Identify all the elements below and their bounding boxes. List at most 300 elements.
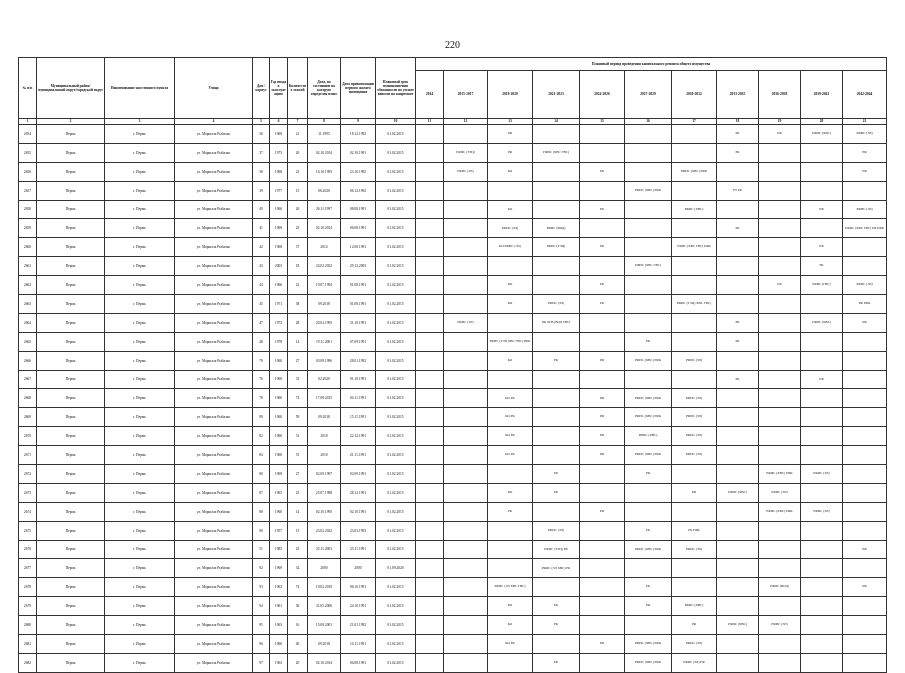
cell-period-work: РК — [717, 370, 759, 389]
cell-period-work — [533, 446, 580, 465]
cell-locality: г. Пермь — [105, 257, 175, 276]
cell-period-work: КО — [488, 162, 533, 181]
cell-house: 95 — [253, 616, 270, 635]
table-row — [19, 295, 887, 314]
cell-house: 96 — [253, 635, 270, 654]
cell-period-work — [580, 653, 625, 672]
cell-row-no: 2678 — [19, 578, 37, 597]
cell-period-work: РФИС (ТЭЦ) РК — [533, 540, 580, 559]
cell-locality: г. Пермь — [105, 559, 175, 578]
cell-state-date: 06.2020 — [308, 181, 341, 200]
cell-period-work — [672, 578, 717, 597]
cell-planned-date: 01.02.2015 — [376, 616, 416, 635]
cell-period-work — [717, 653, 759, 672]
cell-state-date: 02.10.2014 — [308, 219, 341, 238]
cell-period-work: РК — [625, 521, 672, 540]
cell-house: 93 — [253, 578, 270, 597]
cell-period-work — [843, 389, 887, 408]
cell-planned-date: 01.02.2015 — [376, 521, 416, 540]
cell-planned-date: 01.02.2015 — [376, 276, 416, 295]
cell-house: 82 — [253, 427, 270, 446]
cell-period-work — [759, 408, 801, 427]
cell-privatization-date: 18.12.1992 — [341, 125, 376, 144]
cell-floors: 25 — [288, 540, 308, 559]
cell-street: ул. Маршала Рыбалко — [175, 559, 253, 578]
cell-floors: 15 — [288, 521, 308, 540]
cell-row-no: 2667 — [19, 370, 37, 389]
cell-period-work — [759, 162, 801, 181]
cell-period-work — [444, 559, 488, 578]
cell-period-work: РФИС (ХВС) РФК — [672, 162, 717, 181]
cell-period-work — [672, 257, 717, 276]
cell-period-work: РФИС (ХВС ГВС) РФК — [672, 238, 717, 257]
cell-period-work — [580, 257, 625, 276]
cell-period-work: КО РК — [488, 635, 533, 654]
cell-period-work — [533, 332, 580, 351]
cell-period-work — [759, 351, 801, 370]
cell-period-work — [580, 181, 625, 200]
cell-period-work — [444, 521, 488, 540]
cell-planned-date: 01.02.2015 — [376, 427, 416, 446]
cell-state-date: 24.02.2022 — [308, 257, 341, 276]
header-house: Дом / корпус — [253, 58, 270, 119]
cell-period-work — [843, 635, 887, 654]
table-row — [19, 238, 887, 257]
cell-period-work: РФИС (ХВС ГВС) — [533, 143, 580, 162]
cell-planned-date: 01.02.2015 — [376, 540, 416, 559]
cell-period-work: РК — [533, 653, 580, 672]
cell-street: ул. Маршала Рыбалко — [175, 635, 253, 654]
header-period: 2018-2020 — [488, 71, 533, 119]
cell-period-work — [625, 200, 672, 219]
cell-period-work — [625, 313, 672, 332]
cell-year-built: 1969 — [270, 559, 288, 578]
cell-period-work: РФИС (ЭЛ) — [672, 351, 717, 370]
table-row — [19, 219, 887, 238]
cell-planned-date: 01.09.2020 — [376, 559, 416, 578]
cell-municipality: Пермь — [37, 653, 105, 672]
cell-period-work — [801, 597, 843, 616]
cell-period-work: РК — [580, 295, 625, 314]
cell-period-work — [580, 465, 625, 484]
column-number: 20 — [801, 119, 843, 125]
cell-municipality: Пермь — [37, 219, 105, 238]
cell-row-no: 2659 — [19, 219, 37, 238]
cell-period-work: РФИС (ЭЛ) — [672, 540, 717, 559]
cell-period-work: РФ — [672, 483, 717, 502]
cell-period-work — [625, 616, 672, 635]
cell-planned-date: 01.02.2015 — [376, 313, 416, 332]
cell-period-work: РК — [625, 332, 672, 351]
cell-period-work — [801, 483, 843, 502]
cell-period-work: РФИС (ТЭЦ) — [444, 143, 488, 162]
cell-period-work: КО — [488, 351, 533, 370]
column-number: 7 — [288, 119, 308, 125]
cell-planned-date: 01.02.2015 — [376, 483, 416, 502]
cell-period-work — [580, 559, 625, 578]
cell-privatization-date: 06.10.1991 — [341, 578, 376, 597]
cell-period-work — [759, 200, 801, 219]
cell-period-work: РФИС (ЭЛ) — [533, 295, 580, 314]
cell-locality: г. Пермь — [105, 408, 175, 427]
cell-street: ул. Маршала Рыбалко — [175, 313, 253, 332]
cell-year-built: 1960 — [270, 389, 288, 408]
cell-period-work: РФИС (ЭЛ) — [843, 276, 887, 295]
cell-period-work — [444, 446, 488, 465]
cell-privatization-date: 14.11.1991 — [341, 635, 376, 654]
column-number: 3 — [105, 119, 175, 125]
cell-period-work — [717, 578, 759, 597]
cell-period-work — [801, 143, 843, 162]
header-municipality: Муниципальный район/ муниципальный округ/городской округ — [37, 58, 105, 119]
cell-period-work — [672, 143, 717, 162]
cell-privatization-date: 02.10.1991 — [341, 502, 376, 521]
cell-row-no: 2655 — [19, 143, 37, 162]
cell-period-work: РФИС (ХВС) — [672, 200, 717, 219]
column-number: 9 — [341, 119, 376, 125]
cell-state-date: 2000 — [308, 559, 341, 578]
cell-locality: г. Пермь — [105, 653, 175, 672]
cell-state-date: 02.10.1995 — [308, 502, 341, 521]
cell-period-work: РФИС (ВОД) — [533, 219, 580, 238]
cell-period-work: РФИС (ХВС) РФК — [625, 540, 672, 559]
cell-locality: г. Пермь — [105, 295, 175, 314]
cell-street: ул. Маршала Рыбалко — [175, 162, 253, 181]
cell-municipality: Пермь — [37, 559, 105, 578]
cell-period-work — [533, 635, 580, 654]
cell-house: 37 — [253, 143, 270, 162]
cell-floors: 25 — [288, 219, 308, 238]
cell-year-built: 1978 — [270, 332, 288, 351]
cell-period-work — [717, 257, 759, 276]
register-body — [19, 125, 887, 673]
column-number: 14 — [533, 119, 580, 125]
cell-floors: 15 — [288, 181, 308, 200]
cell-privatization-date: 28.12.1991 — [341, 483, 376, 502]
cell-period-work: РФ — [625, 465, 672, 484]
cell-locality: г. Пермь — [105, 200, 175, 219]
cell-locality: г. Пермь — [105, 181, 175, 200]
cell-street: ул. Маршала Рыбалко — [175, 143, 253, 162]
cell-municipality: Пермь — [37, 465, 105, 484]
cell-period-work: РФ — [580, 408, 625, 427]
header-period: 2024-2026 — [580, 71, 625, 119]
cell-period-work — [444, 295, 488, 314]
cell-floors: 23 — [288, 483, 308, 502]
cell-period-work — [416, 540, 444, 559]
cell-period-work — [759, 427, 801, 446]
cell-house: 76 — [253, 370, 270, 389]
cell-period-work — [843, 427, 887, 446]
cell-period-work — [717, 427, 759, 446]
cell-period-work — [801, 332, 843, 351]
cell-planned-date: 01.02.2015 — [376, 200, 416, 219]
cell-street: ул. Маршала Рыбалко — [175, 257, 253, 276]
cell-period-work — [416, 502, 444, 521]
cell-street: ул. Маршала Рыбалко — [175, 219, 253, 238]
cell-period-work: РК — [533, 597, 580, 616]
cell-period-work — [416, 578, 444, 597]
cell-period-work — [759, 313, 801, 332]
cell-year-built: 1966 — [270, 276, 288, 295]
cell-period-work: РФИС (ЭЛ) — [672, 408, 717, 427]
cell-planned-date: 01.02.2015 — [376, 465, 416, 484]
cell-period-work — [625, 276, 672, 295]
column-number: 18 — [717, 119, 759, 125]
cell-year-built: 1960 — [270, 427, 288, 446]
cell-year-built: 1960 — [270, 370, 288, 389]
cell-street: ул. Маршала Рыбалко — [175, 653, 253, 672]
cell-year-built: 1972 — [270, 313, 288, 332]
cell-period-work — [843, 653, 887, 672]
cell-locality: г. Пермь — [105, 332, 175, 351]
cell-period-work — [488, 521, 533, 540]
cell-period-work — [843, 257, 887, 276]
cell-period-work — [672, 125, 717, 144]
cell-period-work: РФ — [580, 446, 625, 465]
cell-period-work — [759, 143, 801, 162]
cell-planned-date: 01.02.2015 — [376, 162, 416, 181]
cell-period-work — [717, 502, 759, 521]
cell-period-work: РФИС (ЭЛ) — [759, 616, 801, 635]
header-street: Улица — [175, 58, 253, 119]
cell-period-work — [444, 125, 488, 144]
cell-floors: 21 — [288, 125, 308, 144]
cell-period-work: КО — [488, 483, 533, 502]
cell-period-work — [801, 653, 843, 672]
cell-state-date: 25.11.2003 — [308, 540, 341, 559]
cell-row-no: 2666 — [19, 351, 37, 370]
cell-period-work — [444, 389, 488, 408]
cell-privatization-date: 01.08.1991 — [341, 276, 376, 295]
cell-planned-date: 01.02.2015 — [376, 389, 416, 408]
cell-state-date: 09.2018 — [308, 408, 341, 427]
cell-house: 43 — [253, 257, 270, 276]
cell-period-work: РФИС (ТЭЦ) ХВС ГВС) — [672, 295, 717, 314]
cell-period-work: РК — [580, 162, 625, 181]
cell-year-built: 1969 — [270, 125, 288, 144]
cell-year-built: 1968 — [270, 162, 288, 181]
cell-period-work: РФИС (ХВС ГВС) РФ РФК — [843, 219, 887, 238]
header-period: 2015-2017 — [444, 71, 488, 119]
cell-house: 87 — [253, 483, 270, 502]
cell-period-work — [843, 332, 887, 351]
cell-planned-date: 01.02.2015 — [376, 370, 416, 389]
cell-house: 97 — [253, 653, 270, 672]
cell-privatization-date: 06.08.1991 — [341, 219, 376, 238]
cell-period-work — [416, 162, 444, 181]
cell-floors: 36 — [288, 597, 308, 616]
cell-period-work: РТ РК — [717, 181, 759, 200]
cell-period-work — [672, 181, 717, 200]
cell-house: 42 — [253, 238, 270, 257]
cell-year-built: 1960 — [270, 446, 288, 465]
cell-period-work — [533, 578, 580, 597]
cell-state-date: 26.11.1997 — [308, 200, 341, 219]
table-row — [19, 351, 887, 370]
cell-municipality: Пермь — [37, 502, 105, 521]
cell-period-work — [717, 635, 759, 654]
cell-row-no: 2674 — [19, 502, 37, 521]
cell-state-date: 03.09.1996 — [308, 351, 341, 370]
cell-period-work: РФИС (ХВС) РФК — [625, 389, 672, 408]
cell-period-work — [759, 597, 801, 616]
cell-period-work — [416, 295, 444, 314]
cell-privatization-date: 28.01.1992 — [341, 351, 376, 370]
cell-locality: г. Пермь — [105, 276, 175, 295]
cell-period-work — [444, 181, 488, 200]
cell-locality: г. Пермь — [105, 446, 175, 465]
cell-period-work: РФ — [580, 389, 625, 408]
cell-period-work — [801, 427, 843, 446]
cell-street: ул. Маршала Рыбалко — [175, 351, 253, 370]
cell-period-work — [533, 125, 580, 144]
cell-floors: 40 — [288, 635, 308, 654]
table-row — [19, 143, 887, 162]
cell-period-work — [717, 408, 759, 427]
column-number: 8 — [308, 119, 341, 125]
cell-period-work — [672, 219, 717, 238]
cell-period-work — [801, 295, 843, 314]
cell-period-work — [416, 635, 444, 654]
cell-state-date: 15.08.2001 — [308, 616, 341, 635]
cell-floors: 16 — [288, 616, 308, 635]
cell-row-no: 2660 — [19, 238, 37, 257]
cell-period-work — [625, 559, 672, 578]
cell-period-work — [580, 143, 625, 162]
cell-planned-date: 01.02.2015 — [376, 635, 416, 654]
cell-period-work: РК — [580, 200, 625, 219]
cell-period-work: РФ — [801, 370, 843, 389]
cell-municipality: Пермь — [37, 635, 105, 654]
table-row — [19, 332, 887, 351]
cell-state-date: 16.10.1993 — [308, 162, 341, 181]
table-row — [19, 483, 887, 502]
column-number: 15 — [580, 119, 625, 125]
cell-row-no: 2681 — [19, 635, 37, 654]
cell-floors: 27 — [288, 465, 308, 484]
cell-period-work — [444, 578, 488, 597]
cell-row-no: 2657 — [19, 181, 37, 200]
cell-period-work — [843, 597, 887, 616]
cell-period-work — [580, 521, 625, 540]
cell-planned-date: 01.02.2015 — [376, 257, 416, 276]
cell-period-work: РК — [580, 238, 625, 257]
cell-period-work: РК — [717, 219, 759, 238]
cell-period-work: РФИС (ЭЛ) — [843, 125, 887, 144]
table-row — [19, 521, 887, 540]
cell-period-work — [759, 540, 801, 559]
cell-period-work: РФ — [843, 162, 887, 181]
cell-period-work: КО — [488, 616, 533, 635]
cell-period-work — [416, 616, 444, 635]
cell-floors: 59 — [288, 408, 308, 427]
cell-year-built: 1977 — [270, 181, 288, 200]
cell-period-work — [717, 200, 759, 219]
cell-period-work — [444, 332, 488, 351]
cell-period-work — [444, 597, 488, 616]
cell-period-work — [488, 181, 533, 200]
cell-period-work: РФ — [672, 616, 717, 635]
cell-period-work: РФ — [759, 276, 801, 295]
cell-period-work — [444, 351, 488, 370]
cell-municipality: Пермь — [37, 389, 105, 408]
cell-privatization-date: 23.11.1991 — [341, 540, 376, 559]
cell-locality: г. Пермь — [105, 616, 175, 635]
table-row — [19, 200, 887, 219]
cell-period-work — [444, 238, 488, 257]
cell-municipality: Пермь — [37, 276, 105, 295]
cell-period-work — [580, 597, 625, 616]
cell-period-work: РФ — [625, 597, 672, 616]
cell-period-work — [625, 483, 672, 502]
cell-period-work: КО — [488, 276, 533, 295]
cell-period-work — [801, 616, 843, 635]
cell-row-no: 2669 — [19, 408, 37, 427]
cell-privatization-date: 29.12.2003 — [341, 257, 376, 276]
cell-privatization-date: 04.11.1991 — [341, 389, 376, 408]
cell-privatization-date: 01.10.1991 — [341, 370, 376, 389]
cell-year-built: 1960 — [270, 351, 288, 370]
cell-municipality: Пермь — [37, 616, 105, 635]
cell-period-work — [416, 257, 444, 276]
cell-period-work — [416, 125, 444, 144]
cell-period-work — [843, 238, 887, 257]
cell-period-work — [533, 162, 580, 181]
cell-period-work — [416, 276, 444, 295]
cell-period-work — [843, 559, 887, 578]
column-number: 11 — [416, 119, 444, 125]
cell-house: 80 — [253, 408, 270, 427]
cell-period-work: РФИС (ГВС) — [801, 276, 843, 295]
cell-row-no: 2663 — [19, 295, 37, 314]
cell-floors: 51 — [288, 446, 308, 465]
cell-street: ул. Маршала Рыбалко — [175, 389, 253, 408]
cell-period-work: РФИС (ЭЛ) — [672, 427, 717, 446]
cell-planned-date: 01.02.2015 — [376, 125, 416, 144]
cell-period-work: РФИС (ХВС) — [672, 597, 717, 616]
cell-period-work — [488, 653, 533, 672]
cell-year-built: 1968 — [270, 238, 288, 257]
cell-period-work — [444, 257, 488, 276]
cell-house: 36 — [253, 125, 270, 144]
cell-privatization-date: 07.09.1991 — [341, 332, 376, 351]
cell-floors: 18 — [288, 257, 308, 276]
cell-street: ул. Маршала Рыбалко — [175, 521, 253, 540]
cell-period-work — [843, 181, 887, 200]
cell-period-work — [801, 578, 843, 597]
cell-period-work — [416, 313, 444, 332]
cell-period-work: РК — [717, 332, 759, 351]
cell-period-work — [843, 483, 887, 502]
cell-locality: г. Пермь — [105, 238, 175, 257]
cell-period-work — [444, 276, 488, 295]
cell-period-work — [672, 313, 717, 332]
cell-period-work — [625, 502, 672, 521]
cell-period-work: РФИС (ХВС) РФК — [625, 351, 672, 370]
cell-period-work — [488, 370, 533, 389]
cell-period-work — [444, 200, 488, 219]
cell-planned-date: 01.02.2015 — [376, 181, 416, 200]
cell-period-work: РФ — [580, 635, 625, 654]
table-row — [19, 276, 887, 295]
cell-period-work: РФИС (ХВС) РФК — [625, 446, 672, 465]
cell-period-work — [625, 125, 672, 144]
cell-municipality: Пермь — [37, 408, 105, 427]
cell-state-date: 02.10.2014 — [308, 143, 341, 162]
cell-period-work — [416, 427, 444, 446]
cell-period-work — [759, 370, 801, 389]
